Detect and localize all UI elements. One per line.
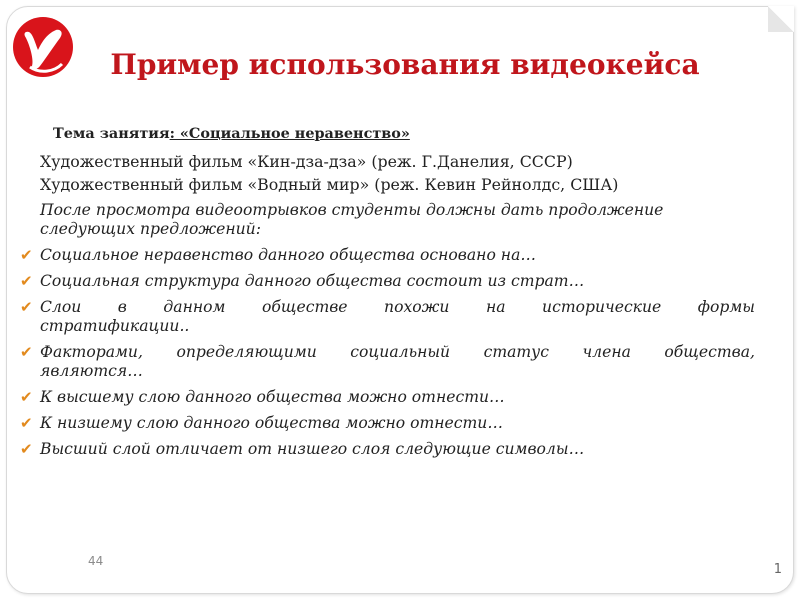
list-item-text bbox=[40, 298, 755, 336]
list-item bbox=[20, 388, 755, 407]
checkmark-icon: ✔ bbox=[20, 246, 33, 264]
list-item-text: К высшему слою данного общества можно отнести… bbox=[40, 388, 505, 406]
checkmark-icon: ✔ bbox=[20, 440, 33, 458]
page-fold-corner bbox=[768, 6, 794, 32]
list-item-text: Социальная структура данного общества состоит из страт… bbox=[40, 272, 585, 290]
instruction-text: После просмотра видеоотрывков студенты должны дать продолжение следующих предложений: bbox=[40, 201, 664, 238]
slide-body bbox=[20, 124, 755, 459]
slide-title: Пример использования видеокейса bbox=[110, 48, 700, 81]
topic-line bbox=[53, 124, 755, 143]
topic-label: Тема занятия bbox=[53, 125, 170, 142]
checkmark-icon: ✔ bbox=[20, 388, 33, 406]
list-item bbox=[20, 440, 755, 459]
list-item-text-line-1: Слои в данном обществе похожи на исторические формы bbox=[40, 298, 755, 316]
checkmark-icon: ✔ bbox=[20, 343, 33, 361]
list-item-text: Социальное неравенство данного общества основано на… bbox=[40, 246, 536, 264]
list-item-text: Высший слой отличает от низшего слоя следующие символы… bbox=[40, 440, 585, 458]
page-number-left: 44 bbox=[88, 554, 104, 568]
page-number-right: 1 bbox=[773, 562, 782, 577]
list-item bbox=[20, 298, 755, 336]
checkmark-icon: ✔ bbox=[20, 298, 33, 316]
list-item-text-line-2: стратификации.. bbox=[40, 317, 190, 335]
checkmark-icon: ✔ bbox=[20, 414, 33, 432]
list-item bbox=[20, 414, 755, 433]
list-item-text-line-1: Факторами, определяющими социальный статус члена общества, bbox=[40, 343, 755, 361]
film-line-1: Художественный фильм «Кин-дза-дза» (реж. Г.Данелия, СССР) bbox=[40, 152, 573, 171]
topic-value: : «Социальное неравенство» bbox=[169, 125, 410, 142]
list-item bbox=[20, 343, 755, 381]
list-item-text bbox=[40, 343, 755, 381]
list-item bbox=[20, 246, 755, 265]
list-item bbox=[20, 272, 755, 291]
checkmark-icon: ✔ bbox=[20, 272, 33, 290]
list-item-text: К низшему слою данного общества можно отнести… bbox=[40, 414, 503, 432]
film-line-2: Художественный фильм «Водный мир» (реж. Кевин Рейнолдс, США) bbox=[40, 175, 619, 194]
list-item-text-line-2: являются… bbox=[40, 362, 143, 380]
